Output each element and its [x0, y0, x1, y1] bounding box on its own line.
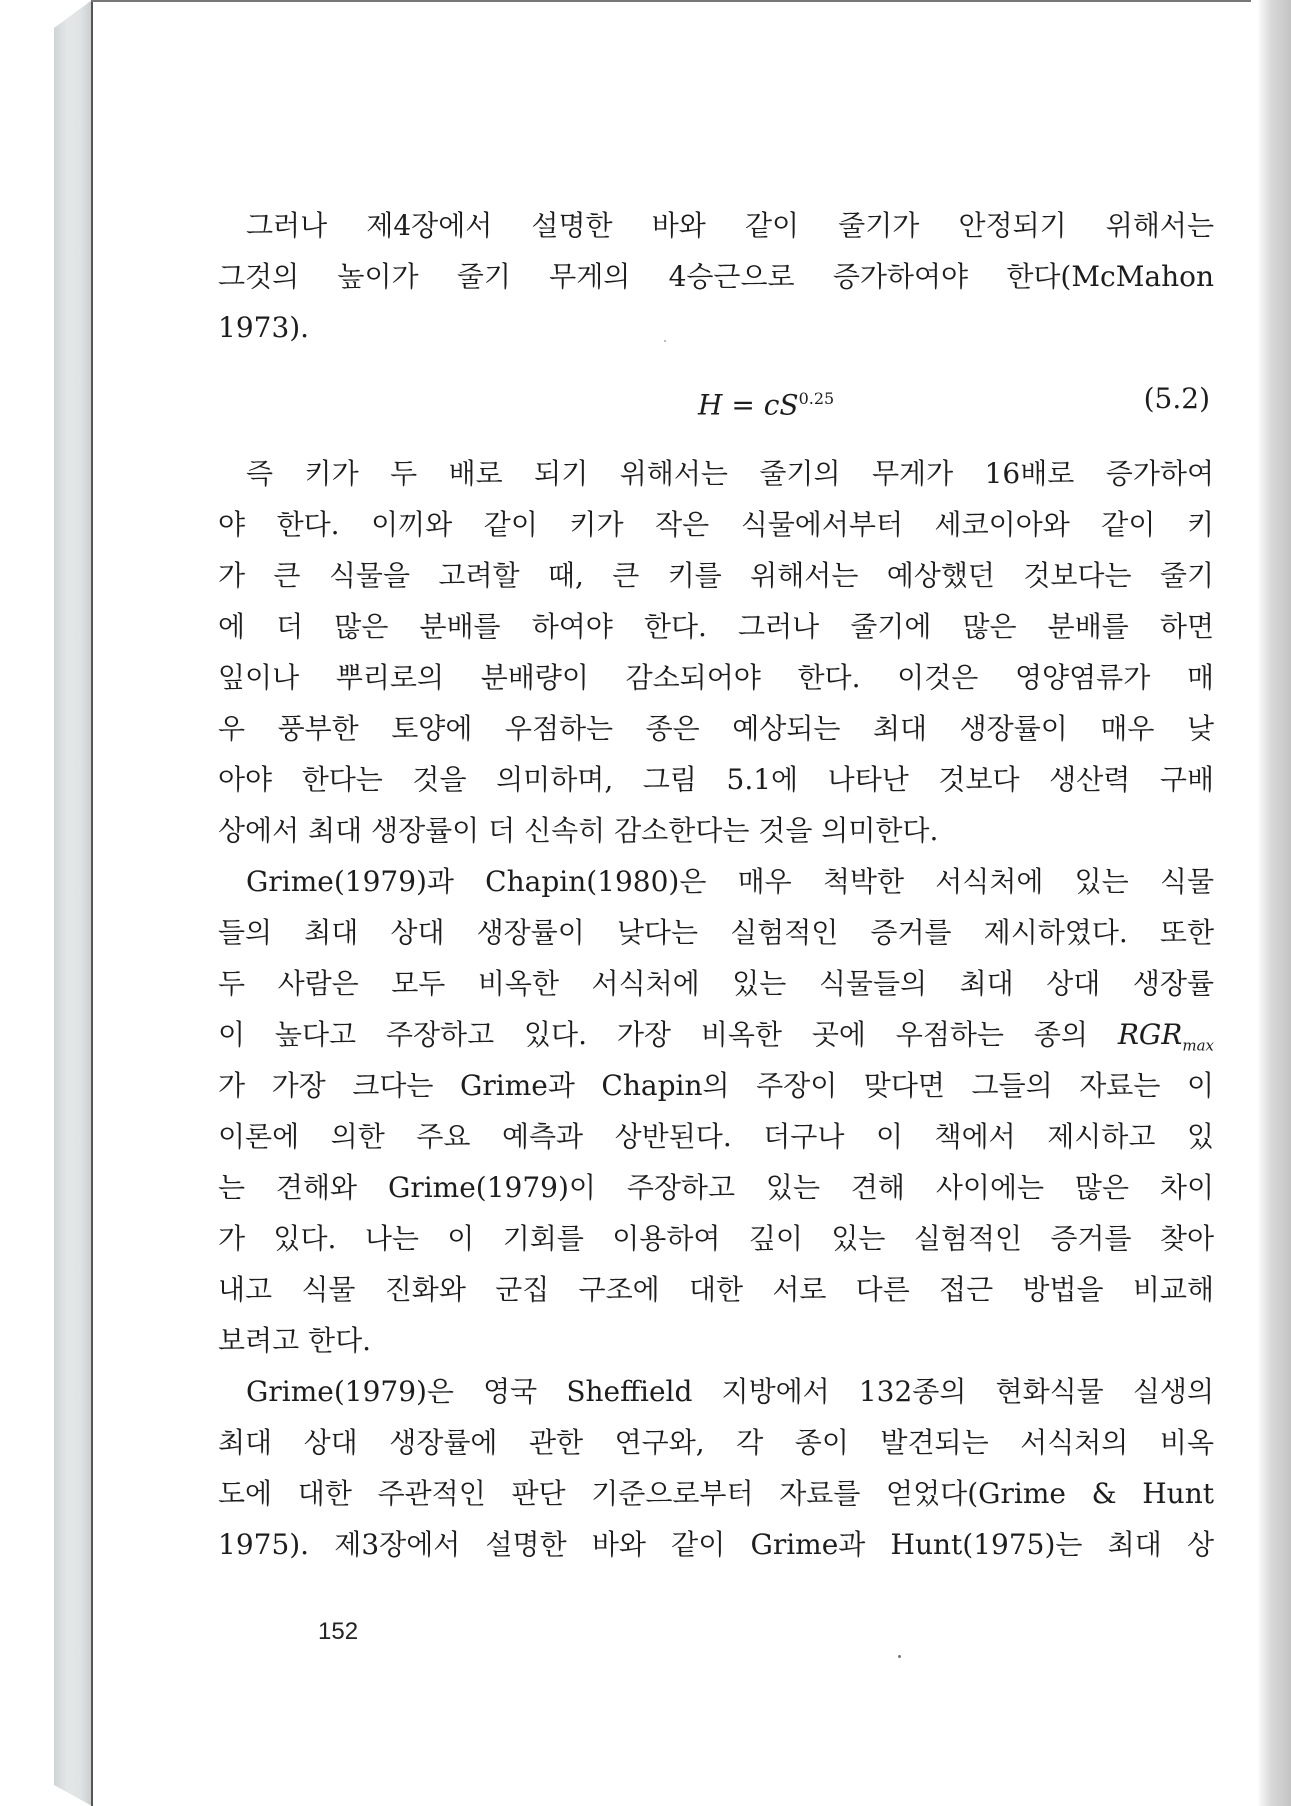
equation-rhs: cS [763, 388, 799, 422]
text-line: 그러나 제4장에서 설명한 바와 같이 줄기가 안정되기 위해서는 [246, 209, 1214, 242]
scan-speck [898, 1655, 901, 1658]
scan-speck [664, 340, 666, 342]
text-line: 1975). 제3장에서 설명한 바와 같이 Grime과 Hunt(1975)는 최대 상 [218, 1528, 1214, 1561]
equation-exponent: 0.25 [798, 389, 835, 408]
text-line: 우 풍부한 토양에 우점하는 종은 예상되는 최대 생장률이 매우 낮 [218, 712, 1214, 745]
page-number: 152 [318, 1618, 359, 1645]
text-line: 에 더 많은 분배를 하여야 한다. 그러나 줄기에 많은 분배를 하면 [218, 610, 1214, 643]
text-line: 아야 한다는 것을 의미하며, 그림 5.1에 나타난 것보다 생산력 구배 [218, 763, 1214, 796]
text-line: Grime(1979)과 Chapin(1980)은 매우 척박한 서식처에 있는 식물 [246, 865, 1214, 898]
equation-lhs: H [698, 388, 723, 422]
text-line: 최대 상대 생장률에 관한 연구와, 각 종이 발견되는 서식처의 비옥 [218, 1426, 1214, 1459]
text-line: 보려고 한다. [218, 1324, 372, 1357]
text-line: 가 있다. 나는 이 기회를 이용하여 깊이 있는 실험적인 증거를 찾아 [218, 1222, 1214, 1255]
text-line: 내고 식물 진화와 군집 구조에 대한 서로 다른 접근 방법을 비교해 [218, 1273, 1214, 1306]
text-line: 는 견해와 Grime(1979)이 주장하고 있는 견해 사이에는 많은 차이 [218, 1171, 1214, 1204]
text-line: 그것의 높이가 줄기 무게의 4승근으로 증가하여야 한다(McMahon [218, 260, 1214, 293]
text-line: 이론에 의한 주요 예측과 상반된다. 더구나 이 책에서 제시하고 있 [218, 1120, 1214, 1153]
rgr-symbol: $RGR_{max}$ [1117, 1018, 1214, 1055]
book-page [93, 2, 1257, 1806]
text-line: 들의 최대 상대 생장률이 낮다는 실험적인 증거를 제시하였다. 또한 [218, 916, 1214, 949]
text-line: 1973). [218, 311, 310, 344]
text-line: 가 큰 식물을 고려할 때, 큰 키를 위해서는 예상했던 것보다는 줄기 [218, 559, 1214, 592]
paragraphs-body [218, 448, 1214, 1570]
text-segment: 이 높다고 주장하고 있다. 가장 비옥한 곳에 우점하는 종의 [218, 1018, 1118, 1051]
text-line: 잎이나 뿌리로의 분배량이 감소되어야 한다. 이것은 영양염류가 매 [218, 661, 1214, 694]
book-edge [54, 0, 92, 1806]
page-shadow [1257, 0, 1291, 1806]
text-line: 가 가장 크다는 Grime과 Chapin의 주장이 맞다면 그들의 자료는 이 [218, 1069, 1214, 1102]
text-line: 도에 대한 주관적인 판단 기준으로부터 자료를 얻었다(Grime & Hunt [218, 1477, 1214, 1510]
text-line: 야 한다. 이끼와 같이 키가 작은 식물에서부터 세코이아와 같이 키 [218, 508, 1214, 541]
equation-5-2 [218, 374, 1214, 424]
text-line: Grime(1979)은 영국 Sheffield 지방에서 132종의 현화식물 실생의 [246, 1375, 1214, 1408]
text-line: 즉 키가 두 배로 되기 위해서는 줄기의 무게가 16배로 증가하여 [246, 457, 1214, 490]
paragraph-stability [218, 200, 1214, 353]
text-line: 상에서 최대 생장률이 더 신속히 감소한다는 것을 의미한다. [218, 814, 939, 847]
equation-equals: = [722, 388, 764, 422]
equation-formula [698, 374, 834, 430]
equation-number: (5.2) [1143, 382, 1210, 415]
text-line-rgr [218, 1009, 1214, 1060]
text-line: 두 사람은 모두 비옥한 서식처에 있는 식물들의 최대 상대 생장률 [218, 967, 1214, 1000]
